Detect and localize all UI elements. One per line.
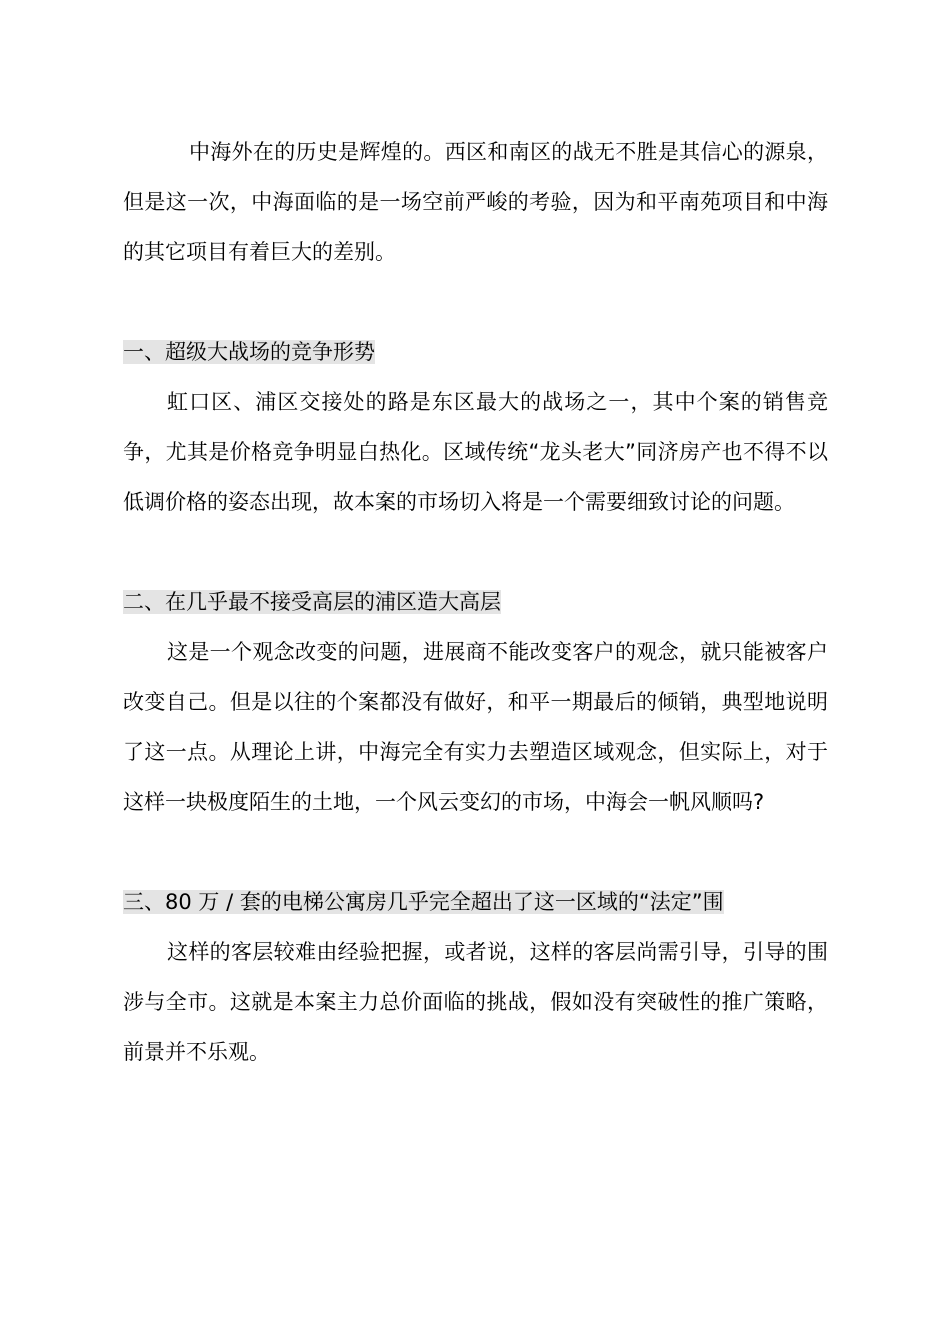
spacer — [123, 527, 828, 577]
section-heading-text: 一、超级大战场的竞争形势 — [123, 340, 375, 364]
section-heading — [123, 577, 828, 627]
section-1 — [123, 327, 828, 527]
section-heading-text: 三、80 万 / 套的电梯公寓房几乎完全超出了这一区域的“法定”围 — [123, 890, 724, 914]
section-heading-text: 二、在几乎最不接受高层的浦区造大高层 — [123, 590, 501, 614]
document-page — [123, 127, 828, 1077]
section-heading — [123, 327, 828, 377]
section-body: 这是一个观念改变的问题，进展商不能改变客户的观念，就只能被客户改变自己。但是以往的个案都没有做好，和平一期最后的倾销，典型地说明了这一点。从理论上讲，中海完全有实力去塑造区域观念，但实际上，对于这样一块极度陌生的土地，一个风云变幻的市场，中海会一帆风顺吗? — [123, 640, 828, 814]
spacer — [123, 827, 828, 877]
section-body: 虹口区、浦区交接处的路是东区最大的战场之一，其中个案的销售竞争，尤其是价格竞争明显白热化。区域传统“龙头老大”同济房产也不得不以低调价格的姿态出现，故本案的市场切入将是一个需要细致讨论的问题。 — [123, 390, 828, 514]
section-body: 这样的客层较难由经验把握，或者说，这样的客层尚需引导，引导的围涉与全市。这就是本案主力总价面临的挑战，假如没有突破性的推广策略，前景并不乐观。 — [123, 940, 828, 1064]
spacer — [123, 277, 828, 327]
section-3 — [123, 877, 828, 1077]
section-2 — [123, 577, 828, 827]
section-heading — [123, 877, 828, 927]
intro-paragraph: 中海外在的历史是辉煌的。西区和南区的战无不胜是其信心的源泉，但是这一次，中海面临的是一场空前严峻的考验，因为和平南苑项目和中海的其它项目有着巨大的差别。 — [123, 140, 828, 264]
